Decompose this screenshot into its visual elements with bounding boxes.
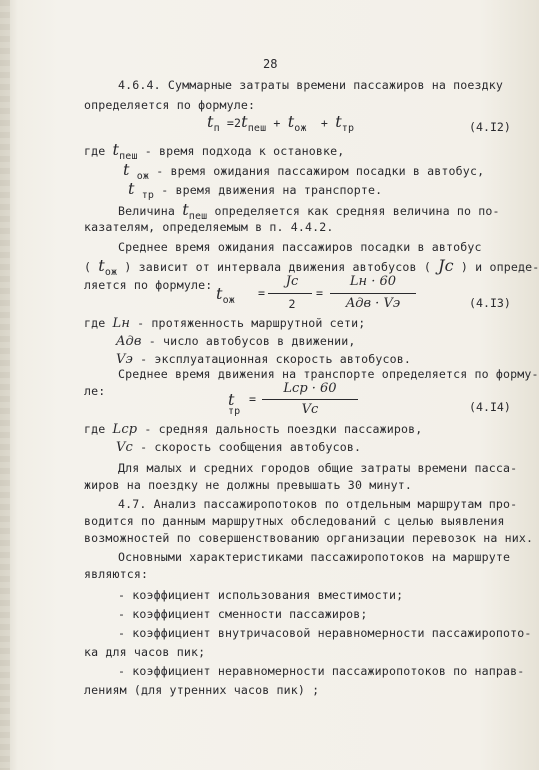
paragraph-line: ле:: [84, 384, 106, 398]
paragraph-line: водится по данным маршрутных обследований с целью выявления: [84, 514, 505, 528]
definition-line: Aдв - число автобусов в движении,: [116, 334, 356, 349]
fraction-bar: [330, 293, 416, 294]
equation-number: (4.I4): [469, 400, 511, 414]
equation-number: (4.I2): [469, 120, 511, 134]
equation-4-13-lhs: tож: [216, 284, 235, 306]
paragraph-line: казателям, определяемым в п. 4.4.2.: [84, 220, 334, 234]
list-item-continuation: ка для часов пик;: [84, 645, 206, 659]
fraction-bar: [262, 399, 358, 400]
paragraph-line: 4.6.4. Суммарные затраты времени пассажиров на поездку: [118, 78, 504, 92]
definition-line: Vэ - эксплуатационная скорость автобусов.: [116, 352, 412, 367]
fraction-denominator: 2: [288, 297, 296, 311]
paragraph-line: Среднее время ожидания пассажиров посадки в автобус: [118, 240, 482, 254]
paragraph-line: возможностей по совершенствованию организации перевозок на них.: [84, 531, 534, 545]
paragraph-line: 4.7. Анализ пассажиропотоков по отдельным маршрутам про-: [118, 497, 518, 511]
list-item: - коэффициент неравномерности пассажиропотоков по направ-: [118, 664, 525, 678]
equation-4-12: tп =2tпеш + tож + tтр: [207, 112, 355, 134]
definition-line: где Lн - протяженность маршрутной сети;: [84, 316, 366, 331]
paragraph-line: Величина tпеш определяется как средняя величина по по-: [118, 200, 500, 222]
list-item-continuation: лениям (для утренних часов пик) ;: [84, 683, 320, 697]
definition-line: t ож - время ожидания пассажиром посадки в автобус,: [123, 160, 485, 182]
equation-4-14-lhs: t: [228, 390, 235, 409]
definition-line: Vc - скорость сообщения автобусов.: [116, 440, 362, 455]
paragraph-line: определяется по формуле:: [84, 98, 256, 112]
paragraph-line: Среднее время движения на транспорте определяется по форму-: [118, 367, 539, 381]
equals-sign: =: [249, 392, 257, 406]
definition-line: где Lср - средняя дальность поездки пассажиров,: [84, 422, 423, 437]
list-item: - коэффициент внутричасовой неравномерности пассажиропото-: [118, 626, 532, 640]
fraction-bar: [268, 293, 312, 294]
fraction-denominator: Vc: [301, 402, 319, 417]
paragraph-line: ляется по формуле:: [84, 278, 213, 292]
fraction-numerator: Lн · 60: [349, 274, 397, 289]
paragraph-line: жиров на поездку не должны превышать 30 минут.: [84, 478, 412, 492]
paragraph-line: ( tож ) зависит от интервала движения автобусов ( Jc ) и опреде-: [84, 256, 539, 278]
paragraph-line: являются:: [84, 567, 149, 581]
definition-line: где tпеш - время подхода к остановке,: [84, 140, 345, 162]
equals-sign: =: [258, 286, 266, 300]
binding-edge: [0, 0, 10, 770]
paragraph-line: Для малых и средних городов общие затраты времени пасса-: [118, 461, 518, 475]
definition-line: t тр - время движения на транспорте.: [128, 179, 383, 201]
paragraph-line: Основными характеристиками пассажиропотоков на маршруте: [118, 550, 511, 564]
list-item: - коэффициент использования вместимости;: [118, 588, 404, 602]
fraction-numerator: Lср · 60: [283, 381, 337, 396]
fraction-denominator: Aдв · Vэ: [345, 296, 401, 311]
equation-subscript: тр: [228, 406, 241, 417]
equation-number: (4.I3): [469, 296, 511, 310]
fraction-numerator: Jc: [285, 274, 299, 289]
page-number: 28: [263, 57, 278, 71]
list-item: - коэффициент сменности пассажиров;: [118, 607, 368, 621]
equals-sign: =: [316, 286, 324, 300]
